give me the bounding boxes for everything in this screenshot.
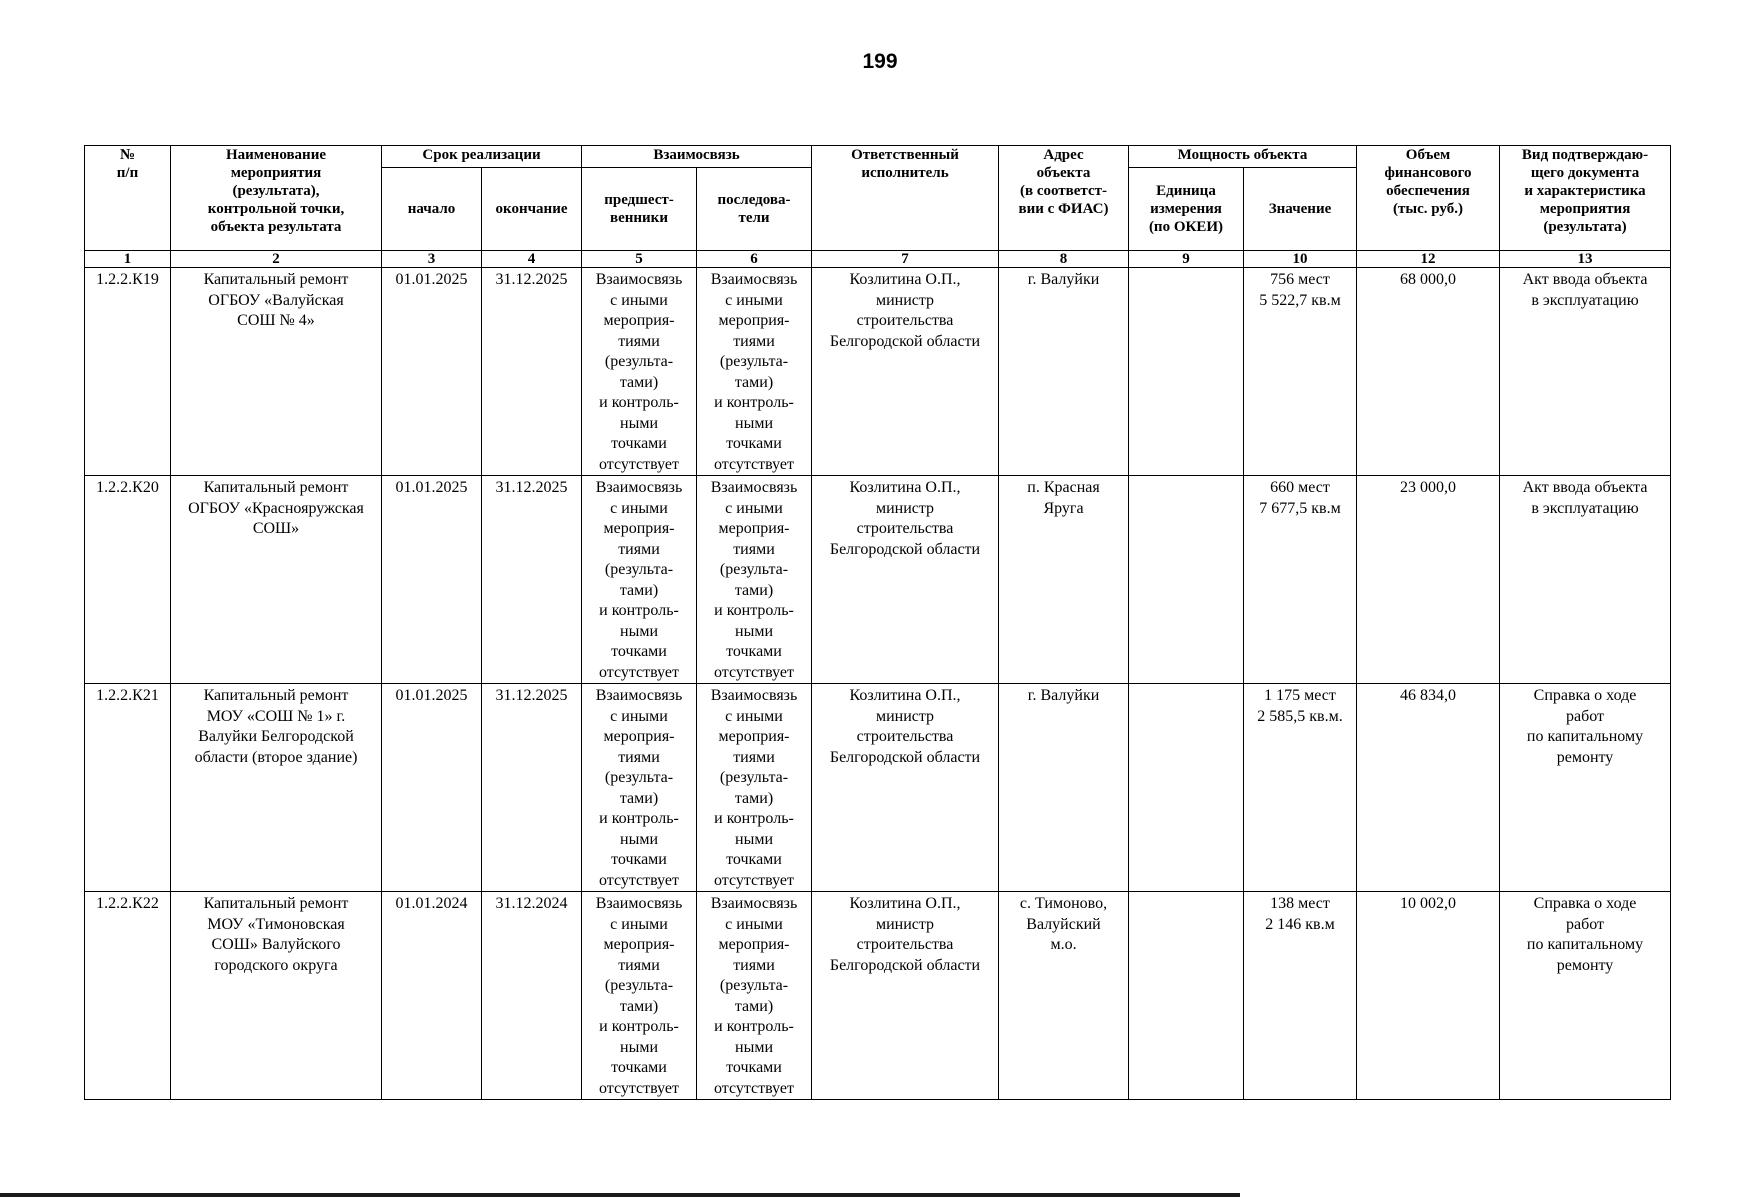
header-value: Значение [1244, 168, 1357, 251]
cell-successors: Взаимосвязь с иными мероприя- тиями (результа- тами) и контроль- ными точками отсутствует [697, 892, 812, 1100]
cell-predecessors: Взаимосвязь с иными мероприя- тиями (результа- тами) и контроль- ными точками отсутствует [582, 892, 697, 1100]
table-row [85, 476, 1671, 684]
cell-end: 31.12.2025 [482, 476, 582, 684]
cell-executor: Козлитина О.П., министр строительства Белгородской области [812, 892, 999, 1100]
header-unit: Единица измерения (по ОКЕИ) [1129, 168, 1244, 251]
column-number: 2 [171, 251, 382, 268]
cell-value: 1 175 мест 2 585,5 кв.м. [1244, 684, 1357, 892]
header-name: Наименование мероприятия (результата), контрольной точки, объекта результата [171, 146, 382, 251]
column-number: 7 [812, 251, 999, 268]
cell-value: 756 мест 5 522,7 кв.м [1244, 268, 1357, 476]
header-relation: Взаимосвязь [582, 146, 812, 168]
cell-successors: Взаимосвязь с иными мероприя- тиями (результа- тами) и контроль- ными точками отсутствует [697, 684, 812, 892]
cell-start: 01.01.2025 [382, 476, 482, 684]
cell-finance: 10 002,0 [1357, 892, 1500, 1100]
header-num: № п/п [85, 146, 171, 251]
column-number: 1 [85, 251, 171, 268]
cell-document: Справка о ходе работ по капитальному ремонту [1500, 892, 1671, 1100]
cell-end: 31.12.2024 [482, 892, 582, 1100]
cell-unit [1129, 268, 1244, 476]
cell-document: Акт ввода объекта в эксплуатацию [1500, 476, 1671, 684]
header-capacity: Мощность объекта [1129, 146, 1357, 168]
header-column-numbers [85, 251, 1671, 268]
cell-successors: Взаимосвязь с иными мероприя- тиями (результа- тами) и контроль- ными точками отсутствует [697, 476, 812, 684]
cell-address: с. Тимоново, Валуйский м.о. [999, 892, 1129, 1100]
cell-end: 31.12.2025 [482, 268, 582, 476]
cell-successors: Взаимосвязь с иными мероприя- тиями (результа- тами) и контроль- ными точками отсутствует [697, 268, 812, 476]
column-number: 10 [1244, 251, 1357, 268]
column-number: 4 [482, 251, 582, 268]
cell-document: Справка о ходе работ по капитальному ремонту [1500, 684, 1671, 892]
header-predecessors: предшест- венники [582, 168, 697, 251]
cell-num: 1.2.2.К20 [85, 476, 171, 684]
cell-finance: 68 000,0 [1357, 268, 1500, 476]
cell-start: 01.01.2025 [382, 268, 482, 476]
cell-end: 31.12.2025 [482, 684, 582, 892]
cell-document: Акт ввода объекта в эксплуатацию [1500, 268, 1671, 476]
table-row [85, 892, 1671, 1100]
cell-finance: 46 834,0 [1357, 684, 1500, 892]
header-finance: Объем финансового обеспечения (тыс. руб.) [1357, 146, 1500, 251]
cell-finance: 23 000,0 [1357, 476, 1500, 684]
column-number: 9 [1129, 251, 1244, 268]
cell-predecessors: Взаимосвязь с иными мероприя- тиями (результа- тами) и контроль- ными точками отсутствует [582, 476, 697, 684]
header-document: Вид подтверждаю- щего документа и характеристика мероприятия (результата) [1500, 146, 1671, 251]
column-number: 3 [382, 251, 482, 268]
table-row [85, 268, 1671, 476]
column-number: 5 [582, 251, 697, 268]
cell-unit [1129, 892, 1244, 1100]
column-number: 8 [999, 251, 1129, 268]
cell-address: г. Валуйки [999, 684, 1129, 892]
cell-predecessors: Взаимосвязь с иными мероприя- тиями (результа- тами) и контроль- ными точками отсутствует [582, 684, 697, 892]
header-address: Адрес объекта (в соответст- вии с ФИАС) [999, 146, 1129, 251]
cell-name: Капитальный ремонт ОГБОУ «Краснояружская СОШ» [171, 476, 382, 684]
cell-predecessors: Взаимосвязь с иными мероприя- тиями (результа- тами) и контроль- ными точками отсутствует [582, 268, 697, 476]
column-number: 13 [1500, 251, 1671, 268]
cell-num: 1.2.2.К21 [85, 684, 171, 892]
header-start: начало [382, 168, 482, 251]
page-number: 199 [862, 50, 898, 73]
cell-name: Капитальный ремонт ОГБОУ «Валуйская СОШ № 4» [171, 268, 382, 476]
bottom-scan-rule [0, 1193, 1240, 1197]
cell-address: п. Красная Яруга [999, 476, 1129, 684]
cell-unit [1129, 684, 1244, 892]
table-row [85, 684, 1671, 892]
cell-start: 01.01.2024 [382, 892, 482, 1100]
column-number: 12 [1357, 251, 1500, 268]
cell-executor: Козлитина О.П., министр строительства Белгородской области [812, 476, 999, 684]
cell-num: 1.2.2.К22 [85, 892, 171, 1100]
plan-table [84, 145, 1671, 1100]
cell-executor: Козлитина О.П., министр строительства Белгородской области [812, 684, 999, 892]
cell-start: 01.01.2025 [382, 684, 482, 892]
cell-unit [1129, 476, 1244, 684]
cell-num: 1.2.2.К19 [85, 268, 171, 476]
header-successors: последова- тели [697, 168, 812, 251]
cell-executor: Козлитина О.П., министр строительства Белгородской области [812, 268, 999, 476]
column-number: 6 [697, 251, 812, 268]
cell-value: 660 мест 7 677,5 кв.м [1244, 476, 1357, 684]
cell-value: 138 мест 2 146 кв.м [1244, 892, 1357, 1100]
cell-address: г. Валуйки [999, 268, 1129, 476]
header-period: Срок реализации [382, 146, 582, 168]
header-executor: Ответственный исполнитель [812, 146, 999, 251]
cell-name: Капитальный ремонт МОУ «СОШ № 1» г. Валуйки Белгородской области (второе здание) [171, 684, 382, 892]
header-row-group [85, 146, 1671, 168]
header-end: окончание [482, 168, 582, 251]
cell-name: Капитальный ремонт МОУ «Тимоновская СОШ» Валуйского городского округа [171, 892, 382, 1100]
